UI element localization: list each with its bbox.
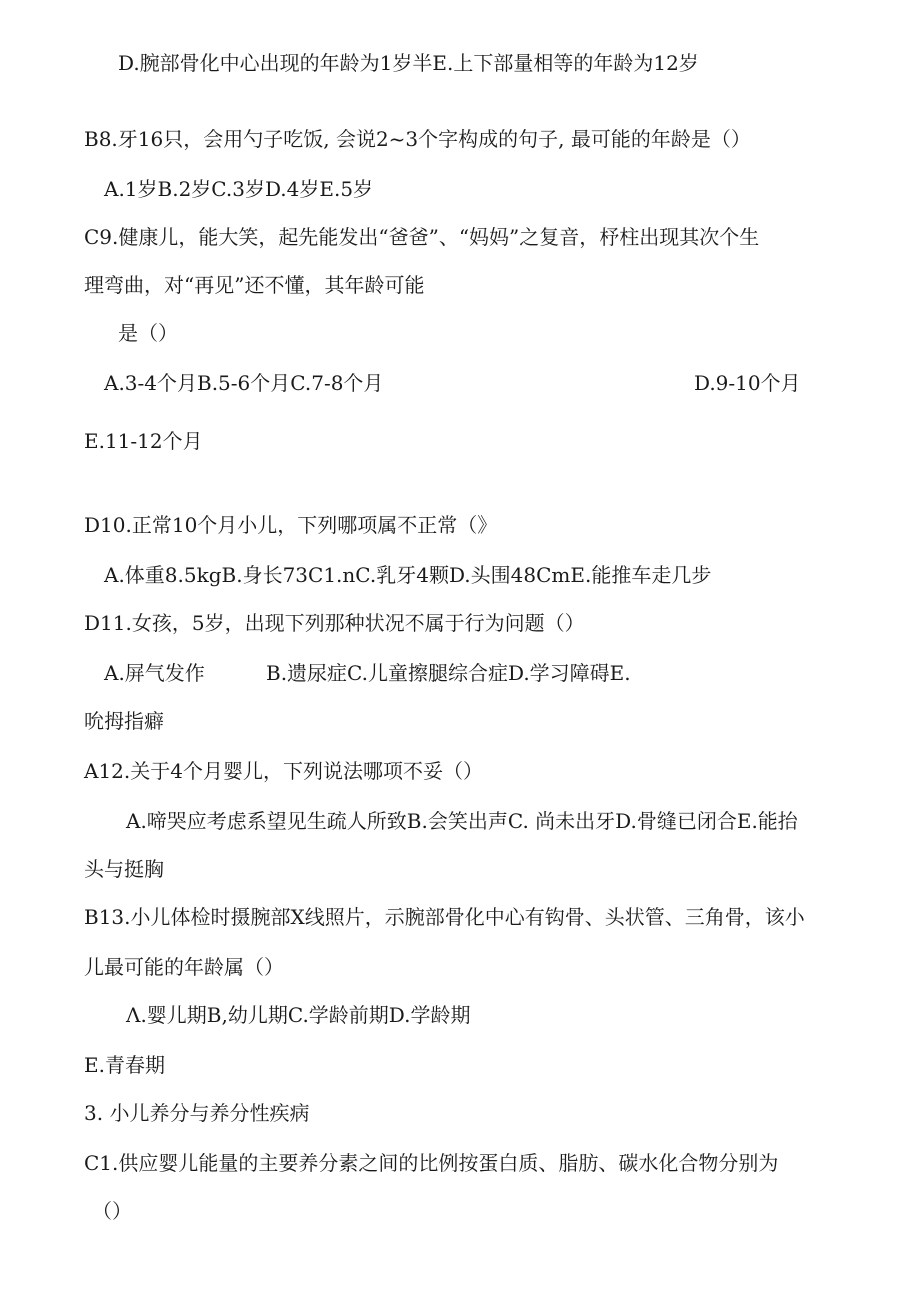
section-heading: 3. 小儿养分与养分性疾病 <box>84 1101 310 1125</box>
question-b13-line2: 儿最可能的年龄属（） <box>84 955 284 979</box>
question-b13-options: Λ.婴儿期B,幼儿期C.学龄前期D.学龄期 <box>126 1003 471 1027</box>
question-c9-line1: C9.健康儿，能大笑，起先能发出“爸爸”、“妈妈”之复音，杼柱出现其次个生 <box>84 225 760 249</box>
question-a12-options-cont: 头与挺胸 <box>84 857 164 881</box>
question-c1-blank: （） <box>92 1199 132 1223</box>
question-b8: B8.牙16只，会用勺子吃饭, 会说2~3个字构成的句子, 最可能的年龄是（） <box>84 127 751 151</box>
question-d10: D10.正常10个月小儿，下列哪项属不正常（》 <box>84 513 498 537</box>
question-c9-option-e: E.11-12个月 <box>84 429 203 453</box>
question-c9-line3: 是（） <box>118 321 178 345</box>
question-c1: C1.供应婴儿能量的主要养分素之间的比例按蛋白质、脂肪、碳水化合物分别为 <box>84 1151 779 1175</box>
question-c9-options-abc: A.3-4个月B.5-6个月C.7-8个月 <box>104 371 384 395</box>
question-d11-option-a: A.屏气发作 <box>104 661 205 685</box>
question-a12: A12.关于4个月婴儿，下列说法哪项不妥（） <box>84 759 483 783</box>
question-d11-options-be: B.遗尿症C.儿童擦腿综合症D.学习障碍E. <box>266 661 631 685</box>
question-d11: D11.女孩，5岁，出现下列那种状况不属于行为问题（） <box>84 611 585 635</box>
question-c9-line2: 理弯曲，对“再见”还不懂，其年龄可能 <box>84 273 425 297</box>
question-a12-options: A.啼哭应考虑系望见生疏人所致B.会笑出声C. 尚未出牙D.骨缝已闭合E.能抬 <box>126 809 798 833</box>
question-b13-line1: B13.小儿体检时摄腕部X线照片，示腕部骨化中心有钩骨、头状管、三角骨，该小 <box>84 905 805 929</box>
question-b13-option-e: E.青春期 <box>84 1053 165 1077</box>
question-c9-option-d: D.9-10个月 <box>694 371 801 395</box>
question-b8-options: A.1岁B.2岁C.3岁D.4岁E.5岁 <box>104 177 374 201</box>
question-d10-options: A.体重8.5kgB.身长73C1.nC.乳牙4颗D.头围48CmE.能推车走几步 <box>104 563 712 587</box>
question-d11-option-e-cont: 吮拇指癖 <box>84 709 164 733</box>
text-line-d-wrist: D.腕部骨化中心出现的年龄为1岁半E.上下部量相等的年龄为12岁 <box>118 51 699 75</box>
